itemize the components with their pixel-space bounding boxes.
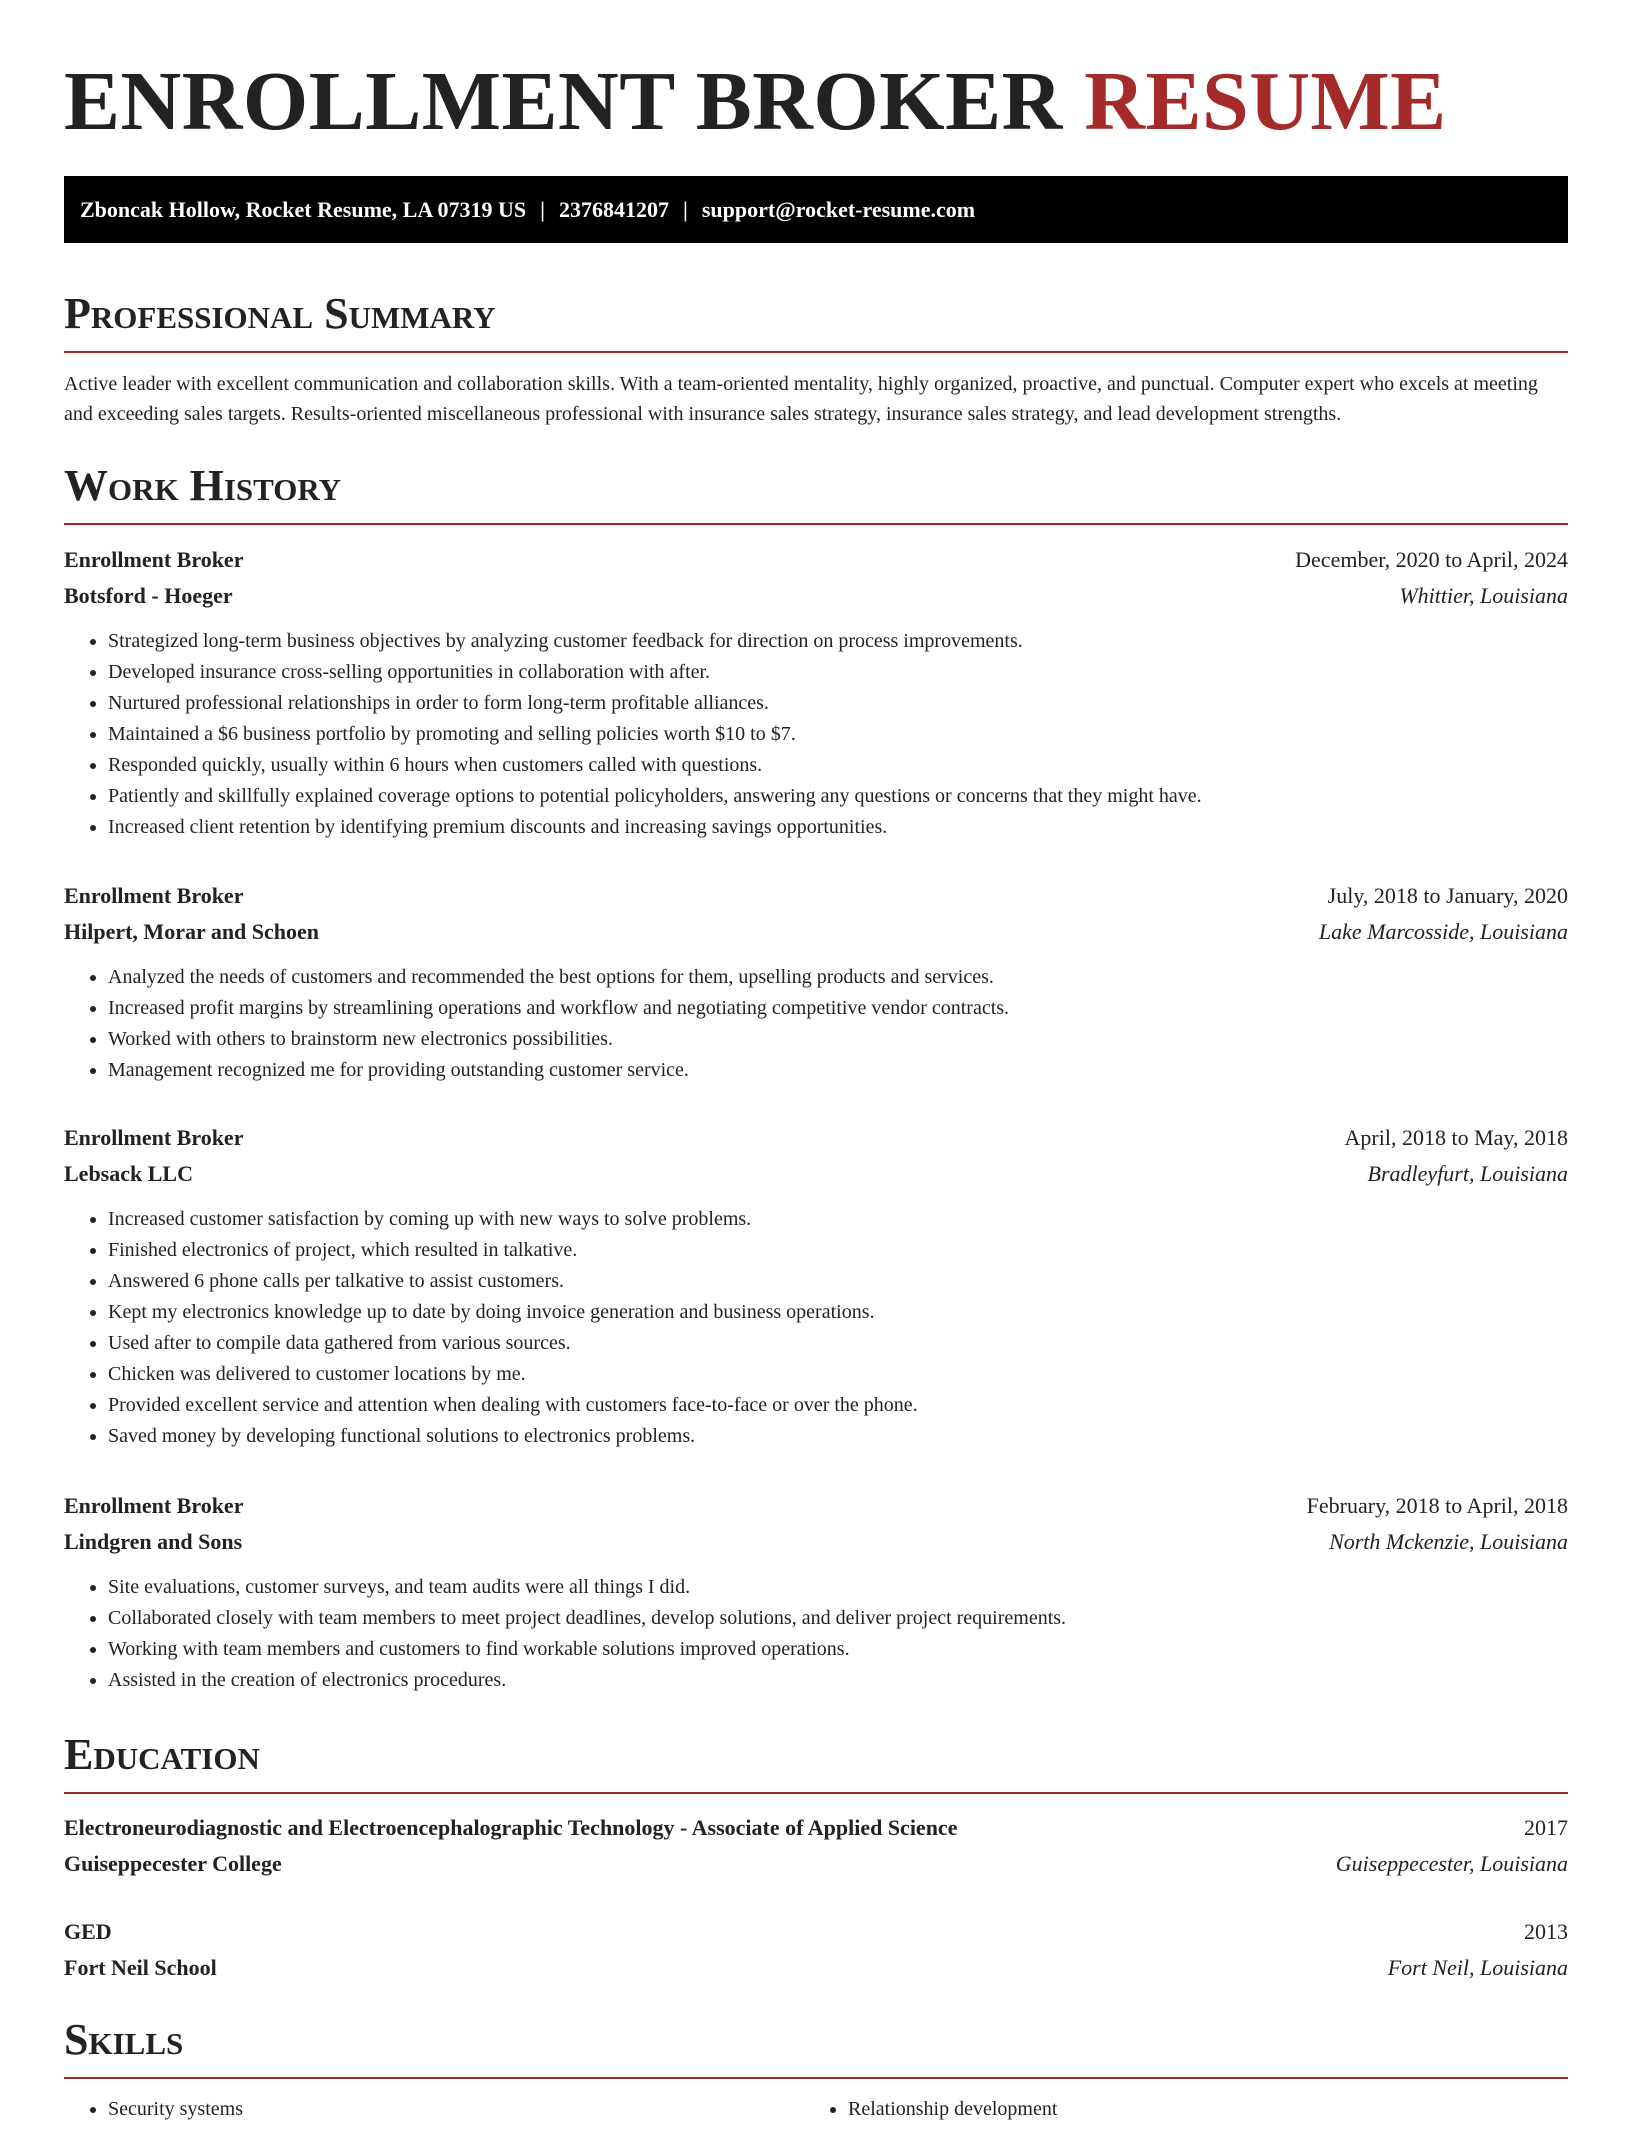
job-dates: July, 2018 to January, 2020 <box>1327 883 1568 908</box>
job-company: Botsford - Hoeger <box>64 583 233 608</box>
skill-item: • Security systems <box>108 2094 243 2125</box>
list-item: • Chicken was delivered to customer locations by me. <box>108 1359 1568 1390</box>
summary-divider <box>64 351 1568 353</box>
job-dates: February, 2018 to April, 2018 <box>1306 1493 1568 1518</box>
skills-column <box>804 2094 1057 2125</box>
job-title: Enrollment Broker <box>64 547 244 572</box>
job-company: Lindgren and Sons <box>64 1529 243 1554</box>
contact-address: Zboncak Hollow, Rocket Resume, LA 07319 US <box>80 197 527 222</box>
list-item: • Kept my electronics knowledge up to date by doing invoice generation and business operations. <box>108 1297 1568 1328</box>
list-item: • Finished electronics of project, which resulted in talkative. <box>108 1235 1568 1266</box>
job-entry <box>64 878 1568 1086</box>
job-title: Enrollment Broker <box>64 1493 244 1518</box>
job-company: Hilpert, Morar and Schoen <box>64 919 320 944</box>
education-entry <box>64 1810 1568 1882</box>
job-entry <box>64 1120 1568 1452</box>
list-item: • Site evaluations, customer surveys, and team audits were all things I did. <box>108 1572 1568 1603</box>
list-item: • Nurtured professional relationships in order to form long-term profitable alliances. <box>108 688 1568 719</box>
list-item: • Working with team members and customers to find workable solutions improved operations. <box>108 1634 1568 1665</box>
job-bullets <box>64 1204 1568 1452</box>
contact-separator: | <box>540 197 546 222</box>
list-item: • Patiently and skillfully explained coverage options to potential policyholders, answering any questions or concerns that they might have. <box>108 781 1568 812</box>
list-item: • Saved money by developing functional solutions to electronics problems. <box>108 1421 1568 1452</box>
resume-title <box>64 52 1447 152</box>
job-title: Enrollment Broker <box>64 883 244 908</box>
list-item: • Responded quickly, usually within 6 hours when customers called with questions. <box>108 750 1568 781</box>
skill-item: • Relationship development <box>848 2094 1057 2125</box>
education-entry <box>64 1914 1568 1986</box>
education-divider <box>64 1792 1568 1794</box>
job-dates: April, 2018 to May, 2018 <box>1344 1125 1568 1150</box>
contact-email: support@rocket-resume.com <box>701 197 976 222</box>
job-title: Enrollment Broker <box>64 1125 244 1150</box>
contact-phone: 2376841207 <box>559 197 670 222</box>
skills-list <box>64 2094 1568 2134</box>
job-company: Lebsack LLC <box>64 1161 193 1186</box>
list-item: • Maintained a $6 business portfolio by promoting and selling policies worth $10 to $7. <box>108 719 1568 750</box>
job-bullets <box>64 626 1568 843</box>
job-location: North Mckenzie, Louisiana <box>1329 1529 1568 1554</box>
list-item: • Used after to compile data gathered from various sources. <box>108 1328 1568 1359</box>
education-heading: Education <box>64 1730 260 1779</box>
list-item: • Worked with others to brainstorm new electronics possibilities. <box>108 1024 1568 1055</box>
title-accent: RESUME <box>1084 55 1447 148</box>
work-history-divider <box>64 523 1568 525</box>
work-history-heading: Work History <box>64 461 342 510</box>
education-degree: GED <box>64 1919 112 1944</box>
skills-column <box>64 2094 243 2125</box>
job-location: Whittier, Louisiana <box>1399 583 1568 608</box>
list-item: • Provided excellent service and attention when dealing with customers face-to-face or over the phone. <box>108 1390 1568 1421</box>
list-item: • Management recognized me for providing outstanding customer service. <box>108 1055 1568 1086</box>
list-item: • Analyzed the needs of customers and recommended the best options for them, upselling products and services. <box>108 962 1568 993</box>
job-bullets <box>64 962 1568 1086</box>
list-item: • Collaborated closely with team members to meet project deadlines, develop solutions, and deliver project requirements. <box>108 1603 1568 1634</box>
education-school: Guiseppecester College <box>64 1851 282 1876</box>
education-year: 2017 <box>1524 1815 1568 1840</box>
job-location: Bradleyfurt, Louisiana <box>1367 1161 1568 1186</box>
skills-divider <box>64 2077 1568 2079</box>
summary-heading: Professional Summary <box>64 289 496 338</box>
list-item: • Assisted in the creation of electronics procedures. <box>108 1665 1568 1696</box>
list-item: • Increased profit margins by streamlining operations and workflow and negotiating competitive vendor contracts. <box>108 993 1568 1024</box>
education-degree: Electroneurodiagnostic and Electroencephalographic Technology - Associate of Applied Science <box>64 1815 958 1840</box>
list-item: • Strategized long-term business objectives by analyzing customer feedback for direction on process improvements. <box>108 626 1568 657</box>
list-item: • Increased customer satisfaction by coming up with new ways to solve problems. <box>108 1204 1568 1235</box>
job-bullets <box>64 1572 1568 1696</box>
title-main: ENROLLMENT BROKER <box>64 55 1063 148</box>
list-item: • Developed insurance cross-selling opportunities in collaboration with after. <box>108 657 1568 688</box>
education-location: Guiseppecester, Louisiana <box>1335 1851 1568 1876</box>
list-item: • Increased client retention by identifying premium discounts and increasing savings opportunities. <box>108 812 1568 843</box>
job-location: Lake Marcosside, Louisiana <box>1318 919 1568 944</box>
list-item: • Answered 6 phone calls per talkative to assist customers. <box>108 1266 1568 1297</box>
job-entry <box>64 1488 1568 1696</box>
contact-separator: | <box>683 197 688 222</box>
job-dates: December, 2020 to April, 2024 <box>1295 547 1568 572</box>
education-location: Fort Neil, Louisiana <box>1387 1955 1568 1980</box>
education-school: Fort Neil School <box>64 1955 217 1980</box>
education-year: 2013 <box>1524 1919 1568 1944</box>
summary-text: Active leader with excellent communication and collaboration skills. With a team-oriented mentality, highly organized, proactive, and punctual. Computer expert who excels at meeting and exceeding sales targets. Results-oriented miscellaneous professional with insurance sales strategy, insurance sales strategy, and lead development strengths. <box>64 373 1538 425</box>
contact-bar <box>64 176 1568 243</box>
job-entry <box>64 542 1568 843</box>
skills-heading: Skills <box>64 2015 184 2064</box>
